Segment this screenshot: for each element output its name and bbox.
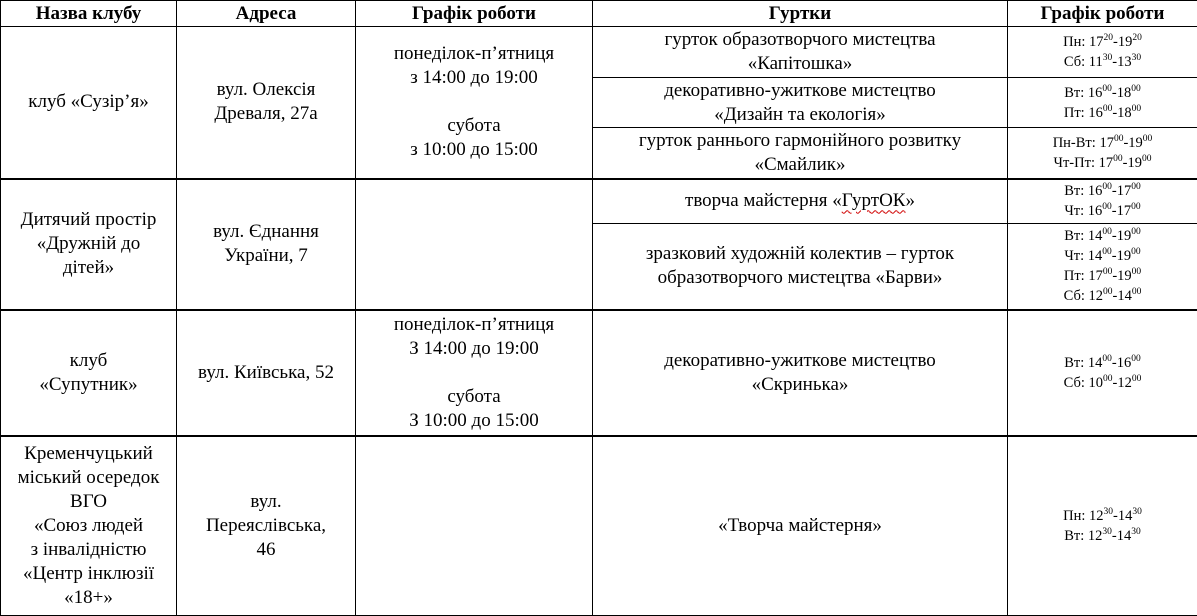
club-name-line: «Союз людей: [5, 514, 172, 538]
circle-line: декоративно-ужиткове мистецтво: [597, 79, 1003, 103]
circle-cell: [593, 310, 1008, 436]
schedule-cell: [1008, 436, 1197, 616]
circle-line: декоративно-ужиткове мистецтво: [597, 349, 1003, 373]
schedule-line: Вт: $14^{00}-19^{00}$: [1010, 226, 1195, 246]
schedule-line: Пт: $16^{00}-18^{00}$: [1010, 103, 1195, 123]
address-line: вул. Єднання: [181, 220, 351, 244]
table-row: [1, 310, 1197, 436]
schedule-line: Пн: $12^{30}-14^{30}$: [1010, 506, 1195, 526]
club-hours-cell: [356, 27, 593, 179]
address-line: вул. Київська, 52: [181, 361, 351, 385]
club-name-line: «Супутник»: [5, 373, 172, 397]
club-name-line: ВГО: [5, 490, 172, 514]
club-name-line: дітей»: [5, 256, 172, 280]
spellcheck-underline: ГуртОК: [842, 190, 906, 211]
club-hours-cell: [356, 179, 593, 310]
club-name-line: Дитячий простір: [5, 208, 172, 232]
club-address-cell: [177, 310, 356, 436]
club-name-line: «Дружній до: [5, 232, 172, 256]
club-address-cell: [177, 27, 356, 179]
header-hours: Графік роботи: [356, 1, 593, 27]
club-name-line: з інвалідністю: [5, 538, 172, 562]
table-row: [1, 436, 1197, 616]
schedule-line: Сб: $10^{00}-12^{00}$: [1010, 373, 1195, 393]
club-name-cell: [1, 310, 177, 436]
address-line: вул.: [181, 490, 351, 514]
header-row: [1, 1, 1197, 27]
table-row: [1, 179, 1197, 224]
circle-cell: [593, 179, 1008, 224]
address-line: Переяслівська,: [181, 514, 351, 538]
schedule-line: Вт: $12^{30}-14^{30}$: [1010, 526, 1195, 546]
circle-line: гурток раннього гармонійного розвитку: [597, 129, 1003, 153]
hours-weekdays: понеділок-п’ятниця: [360, 313, 588, 337]
schedule-line: Чт: $14^{00}-19^{00}$: [1010, 246, 1195, 266]
hours-saturday-time: З 10:00 до 15:00: [360, 409, 588, 433]
schedule-line: Вт: $16^{00}-17^{00}$: [1010, 181, 1195, 201]
schedule-line: Вт: $14^{00}-16^{00}$: [1010, 353, 1195, 373]
circle-line: гурток образотворчого мистецтва: [597, 28, 1003, 52]
address-line: України, 7: [181, 244, 351, 268]
circle-line: образотворчого мистецтва «Барви»: [597, 266, 1003, 290]
club-name-line: «Центр інклюзії: [5, 562, 172, 586]
schedule-cell: [1008, 179, 1197, 224]
hours-saturday: субота: [360, 385, 588, 409]
club-address-cell: [177, 436, 356, 616]
club-name-line: клуб: [5, 349, 172, 373]
header-circles: Гуртки: [593, 1, 1008, 27]
schedule-line: Пн: $17^{20}-19^{20}$: [1010, 32, 1195, 52]
club-name-line: клуб «Сузір’я»: [5, 90, 172, 114]
hours-saturday: субота: [360, 114, 588, 138]
circle-line: «Творча майстерня»: [597, 514, 1003, 538]
header-club-name: Назва клубу: [1, 1, 177, 27]
club-hours-cell: [356, 436, 593, 616]
schedule-line: Сб: $11^{30}-13^{30}$: [1010, 52, 1195, 72]
schedule-line: Чт-Пт: $17^{00}-19^{00}$: [1010, 153, 1195, 173]
circle-cell: [593, 27, 1008, 78]
header-address: Адреса: [177, 1, 356, 27]
circle-cell: [593, 128, 1008, 179]
schedule-cell: [1008, 310, 1197, 436]
schedule-cell: [1008, 27, 1197, 78]
schedule-cell: [1008, 128, 1197, 179]
hours-weekdays: понеділок-п’ятниця: [360, 42, 588, 66]
schedule-line: Пт: $17^{00}-19^{00}$: [1010, 266, 1195, 286]
hours-saturday-time: з 10:00 до 15:00: [360, 138, 588, 162]
schedule-line: Пн-Вт: $17^{00}-19^{00}$: [1010, 133, 1195, 153]
club-name-line: міський осередок: [5, 466, 172, 490]
hours-weekdays-time: З 14:00 до 19:00: [360, 337, 588, 361]
schedule-cell: [1008, 78, 1197, 128]
address-line: 46: [181, 538, 351, 562]
club-name-line: Кременчуцький: [5, 442, 172, 466]
header-schedule: Графік роботи: [1008, 1, 1197, 27]
table-row: [1, 27, 1197, 78]
circle-line: «Смайлик»: [597, 153, 1003, 177]
circle-cell: [593, 224, 1008, 310]
club-name-cell: [1, 179, 177, 310]
schedule-line: Чт: $16^{00}-17^{00}$: [1010, 201, 1195, 221]
club-name-cell: [1, 436, 177, 616]
circle-line: «Дизайн та екологія»: [597, 103, 1003, 127]
schedule-line: Сб: $12^{00}-14^{00}$: [1010, 286, 1195, 306]
club-hours-cell: [356, 310, 593, 436]
circle-cell: [593, 436, 1008, 616]
schedule-line: Вт: $16^{00}-18^{00}$: [1010, 83, 1195, 103]
address-line: Древаля, 27а: [181, 102, 351, 126]
club-name-cell: [1, 27, 177, 179]
circle-cell: [593, 78, 1008, 128]
hours-weekdays-time: з 14:00 до 19:00: [360, 66, 588, 90]
club-address-cell: [177, 179, 356, 310]
circle-line: «Скринька»: [597, 373, 1003, 397]
circle-line: «Капітошка»: [597, 52, 1003, 76]
club-name-line: «18+»: [5, 586, 172, 610]
circle-line: творча майстерня «ГуртОК»: [597, 189, 1003, 213]
circle-line: зразковий художній колектив – гурток: [597, 242, 1003, 266]
address-line: вул. Олексія: [181, 78, 351, 102]
schedule-cell: [1008, 224, 1197, 310]
